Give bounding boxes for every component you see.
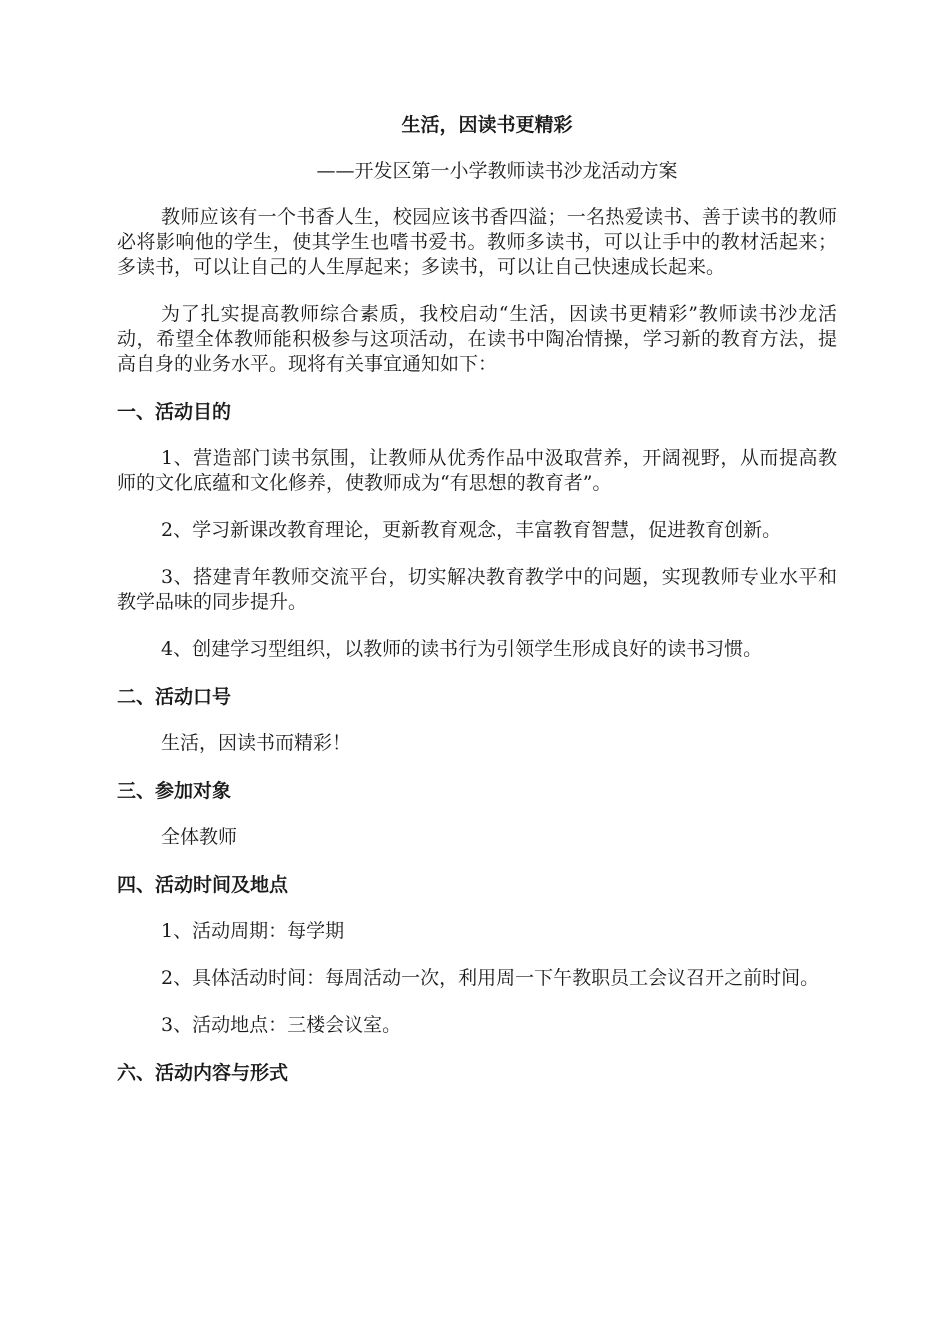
- slogan-text: 生活，因读书而精彩！: [161, 732, 352, 754]
- intro-paragraph: 为了扎实提高教师综合素质，我校启动“生活，因读书更精彩”教师读书沙龙活动，希望全体教师能积极参与这项活动，在读书中陶冶情操，学习新的教育方法，提高自身的业务水平。现将有关事宜通知如下：: [117, 303, 837, 375]
- time-place-item: 3、活动地点：三楼会议室。: [161, 1014, 402, 1036]
- time-place-item: 2、具体活动时间：每周活动一次，利用周一下午教职员工会议召开之前时间。: [161, 967, 820, 989]
- section-heading-participants: 三、参加对象: [117, 780, 232, 802]
- section-heading-purpose: 一、活动目的: [117, 401, 232, 423]
- participants-text: 全体教师: [161, 826, 238, 848]
- time-place-item: 1、活动周期：每学期: [161, 920, 345, 942]
- purpose-item: 3、搭建青年教师交流平台，切实解决教育教学中的问题，实现教师专业水平和教学品味的同步提升。: [117, 566, 837, 613]
- purpose-item: 4、创建学习型组织，以教师的读书行为引领学生形成良好的读书习惯。: [161, 638, 763, 660]
- section-heading-slogan: 二、活动口号: [117, 686, 232, 708]
- document-subtitle: ——开发区第一小学教师读书沙龙活动方案: [316, 160, 678, 182]
- document-body: [117, 112, 837, 1107]
- section-heading-time-place: 四、活动时间及地点: [117, 874, 289, 896]
- section-heading-content-form: 六、活动内容与形式: [117, 1062, 289, 1084]
- purpose-item: 2、学习新课改教育理论，更新教育观念，丰富教育智慧，促进教育创新。: [161, 519, 782, 541]
- purpose-item: 1、营造部门读书氛围，让教师从优秀作品中汲取营养，开阔视野，从而提高教师的文化底蕴和文化修养，使教师成为“有思想的教育者”。: [117, 447, 837, 494]
- intro-paragraph: 教师应该有一个书香人生，校园应该书香四溢；一名热爱读书、善于读书的教师必将影响他的学生，使其学生也嗜书爱书。教师多读书，可以让手中的教材活起来；多读书，可以让自己的人生厚起来；多读书，可以让自己快速成长起来。: [117, 206, 837, 278]
- document-title: 生活，因读书更精彩: [401, 114, 573, 136]
